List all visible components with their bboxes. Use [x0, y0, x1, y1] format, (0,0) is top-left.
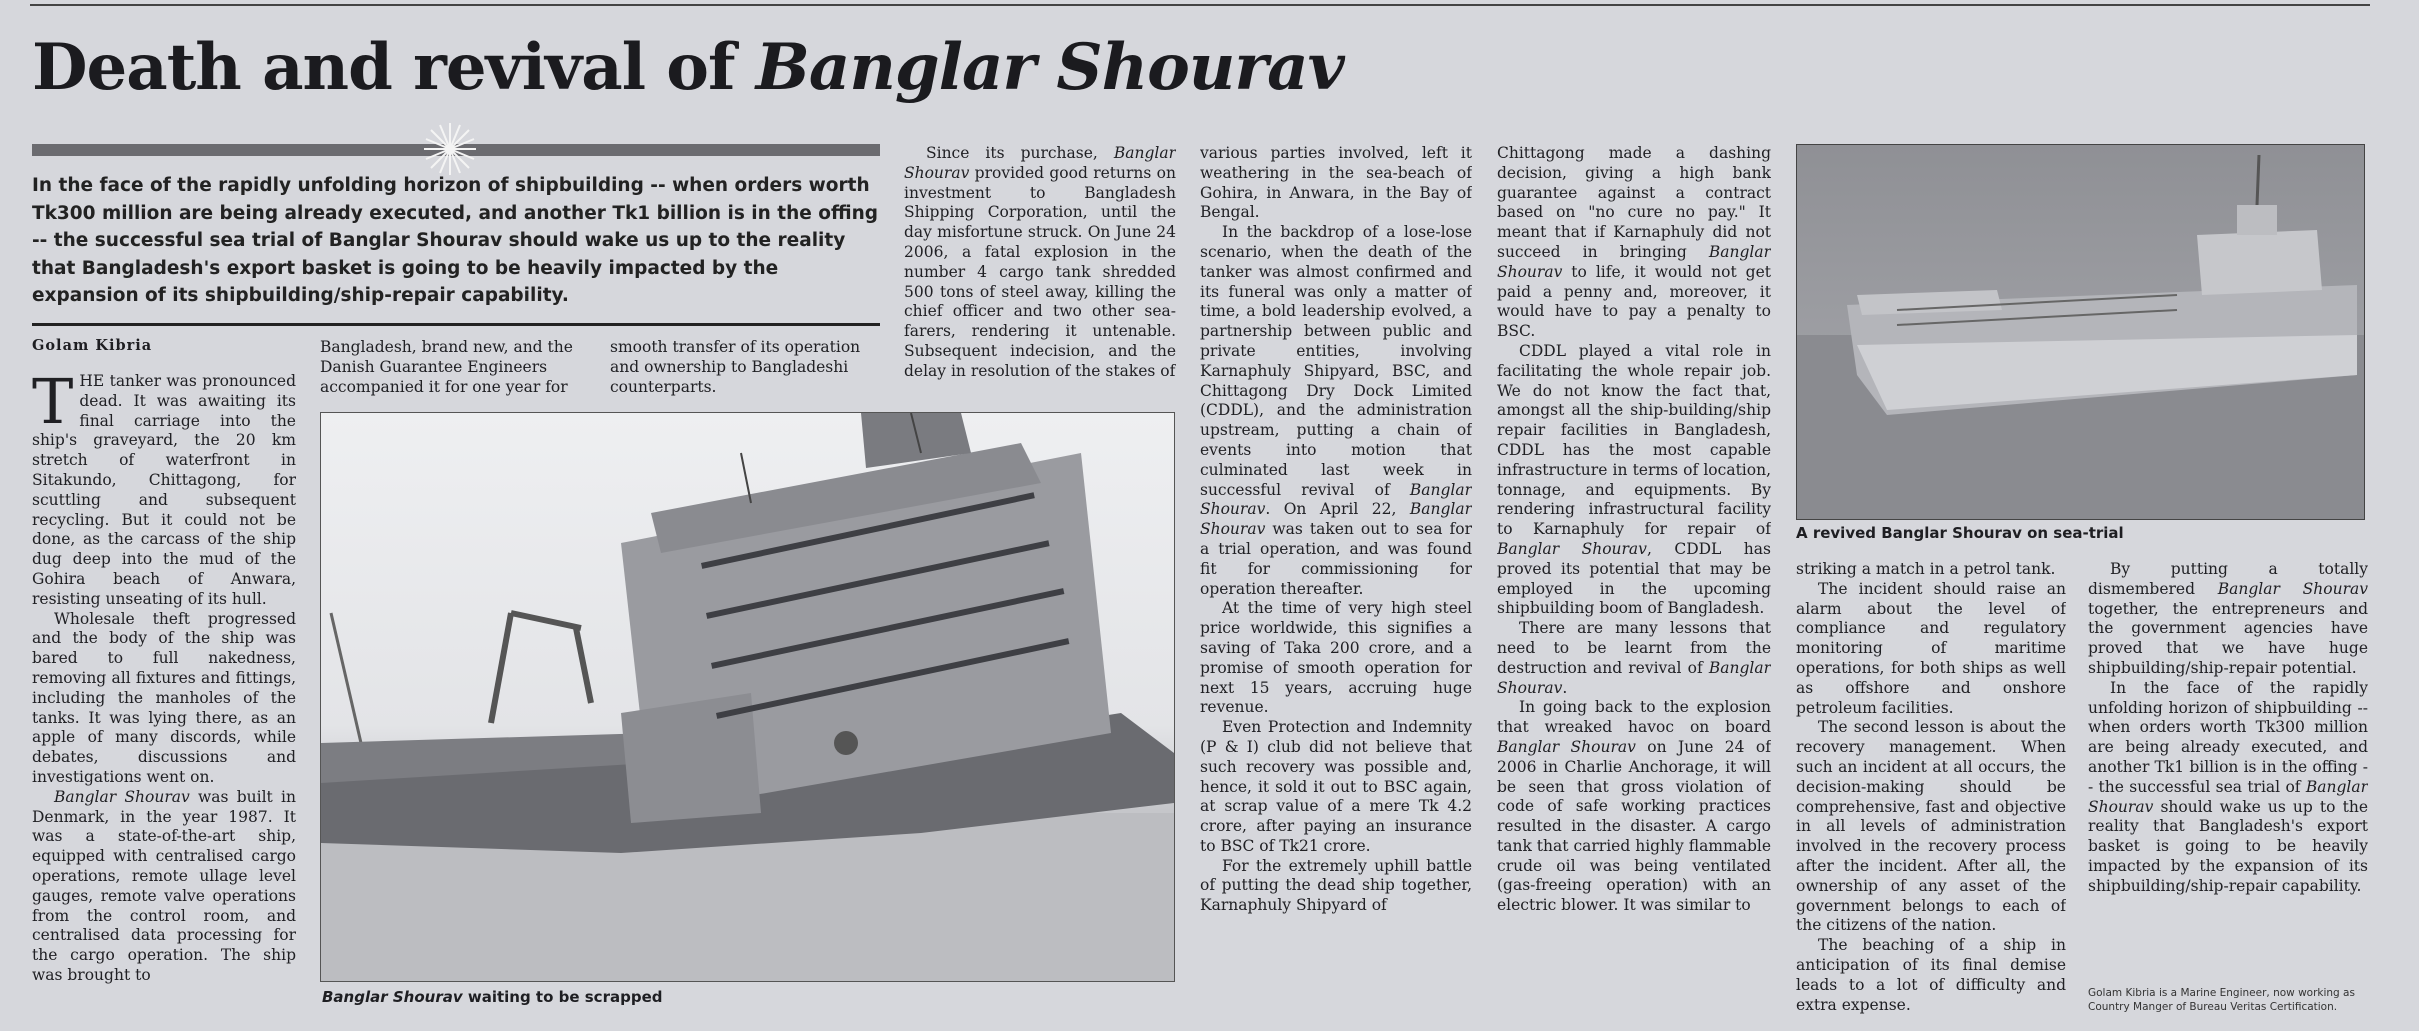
article-paragraph: striking a match in a petrol tank. — [1796, 560, 2056, 578]
paragraph-text: In going back to the explosion that wreaked havoc on board — [1497, 698, 1771, 737]
author-endnote: Golam Kibria is a Marine Engineer, now working as Country Manger of Bureau Veritas Certification. — [2088, 987, 2355, 1013]
paragraph-text: In the face of the rapidly unfolding horizon of shipbuilding -- when orders worth Tk300 million are being already executed, and another Tk1 billion is in the offing -- the successful sea trial of — [2088, 678, 2368, 796]
drop-cap: T — [32, 372, 74, 438]
article-paragraph — [1497, 698, 1771, 916]
article-paragraph: The beaching of a ship in anticipation of its final demise leads to a lot of difficulty and extra expense. — [1796, 936, 2066, 1014]
article-paragraph: The incident should raise an alarm about the level of compliance and regulatory monitoring of maritime operations, for both ships as well as offshore and onshore petroleum facilities. — [1796, 579, 2066, 717]
article-column-1 — [32, 372, 296, 1022]
article-paragraph: The second lesson is about the recovery management. When such an incident at all occurs, the decision-making should be comprehensive, fast and objective in all levels of administration involved in the recovery process after the incident. After all, the ownership of any asset of the government belongs to each of the citizens of the nation. — [1796, 718, 2066, 935]
paragraph-text: , CDDL has proved its potential that may be employed in the upcoming shipbuilding boom of Bangladesh. — [1497, 539, 1771, 618]
ship-wreck-illustration — [321, 413, 1174, 981]
photo-ship-scrapped — [320, 412, 1175, 982]
article-column-6 — [1497, 144, 1771, 1024]
caption-text: waiting to be scrapped — [462, 988, 663, 1006]
ship-name: Banglar Shourav — [1200, 480, 1472, 519]
article-paragraph — [2088, 560, 2368, 679]
deck-summary: In the face of the rapidly unfolding horizon of shipbuilding -- when orders worth Tk300 million are being already executed, and another Tk1 billion is in the offing -- the successful sea trial of Banglar Shourav should wake us up to the reality that Bangladesh's export basket is going to be heavily impacted by the expansion of its shipbuilding/ship-repair capability. — [32, 175, 879, 306]
ship-name: Banglar Shourav — [2088, 777, 2368, 816]
article-column-3-top — [610, 338, 882, 402]
ship-name: Banglar Shourav — [1497, 737, 1636, 756]
headline-plain: Death and revival of — [32, 30, 756, 105]
paragraph-text: By putting a totally dismembered — [2088, 560, 2368, 598]
paragraph-text: There are many lessons that need to be learnt from the destruction and revival of — [1497, 619, 1771, 677]
article-paragraph — [1497, 144, 1771, 342]
paragraph-text: . On April 22, — [1265, 500, 1410, 519]
article-paragraph: various parties involved, left it weathering in the sea-beach of Gohira, in Anwara, in the Bay of Bengal. — [1200, 144, 1472, 222]
ship-name: Banglar Shourav — [1497, 539, 1647, 558]
article-paragraph — [904, 144, 1176, 382]
article-paragraph — [1200, 223, 1472, 599]
article-paragraph — [1497, 619, 1771, 698]
paragraph-text: HE tanker was pronounced dead. It was awaiting its final carriage into the ship's graveyard, the 20 km stretch of waterfront in Sitakundo, Chittagong, for scuttling and subsequent recycling. But it could not be done, as the carcass of the ship dug deep into the mud of the Gohira beach of Anwara, resisting unseating of its hull. — [32, 372, 296, 608]
paragraph-text: . — [1562, 678, 1568, 697]
article-column-4 — [904, 144, 1176, 406]
article-paragraph — [32, 788, 296, 986]
ship-sea-trial-illustration — [1797, 145, 2364, 519]
paragraph-text: Chittagong made a dashing decision, giving a high bank guarantee against a contract based on "no cure no pay." It meant that if Karnaphuly did not succeed in bringing — [1497, 144, 1771, 261]
article-column-5 — [1200, 144, 1472, 1024]
article-paragraph — [32, 372, 296, 610]
paragraph-text: on June 24 of 2006 in Charlie Anchorage, it will be seen that gross violation of code of safe working practices resulted in the disaster. A cargo tank that carried highly flammable crude oil was being ventilated (gas-freeing operation) with an electric blower. It was similar to — [1497, 737, 1771, 915]
ship-name: Banglar Shourav — [1497, 242, 1771, 281]
top-rule — [30, 4, 2370, 6]
article-paragraph: Bangladesh, brand new, and the Danish Guarantee Engineers accompanied it for one year for — [320, 338, 573, 396]
article-column-2-top — [320, 338, 588, 402]
article-paragraph: For the extremely uphill battle of putting the dead ship together, Karnaphuly Shipyard of — [1200, 856, 1472, 915]
article-paragraph: At the time of very high steel price worldwide, this signifies a saving of Taka 200 crore, and a promise of smooth operation for next 15 years, accruing huge revenue. — [1200, 599, 1472, 717]
byline: Golam Kibria — [32, 337, 153, 354]
article-paragraph — [1497, 342, 1771, 619]
paragraph-text: should wake us up to the reality that Bangladesh's export basket is going to be heavily impacted by the expansion of its shipbuilding/ship-repair capability. — [2088, 797, 2368, 895]
article-paragraph: smooth transfer of its operation and ownership to Bangladeshi counterparts. — [610, 338, 861, 396]
article-column-7 — [1796, 560, 2066, 1024]
ship-name: Banglar Shourav — [1497, 658, 1771, 697]
ship-name: Banglar Shourav — [54, 787, 190, 806]
star-burst-icon — [422, 121, 478, 177]
photo1-caption — [322, 988, 662, 1006]
headline — [32, 30, 1344, 105]
ship-name: Banglar Shourav — [904, 144, 1176, 182]
article-paragraph — [2088, 679, 2368, 897]
caption-ship-name: Banglar Shourav — [322, 988, 463, 1006]
paragraph-text: CDDL played a vital role in facilitating the whole repair job. We do not know the fact that, amongst all the ship-building/ship repair facilities in Bangladesh, CDDL has the most capable infrastructure in terms of location, tonnage, and equipments. By rendering infrastructural facility to Karnaphuly for repair of — [1497, 341, 1771, 539]
paragraph-text: was built in Denmark, in the year 1987. It was a state-of-the-art ship, equipped with centralised cargo operations, remote ullage level gauges, remote valve operations from the control room, and centralised data processing for the cargo operation. The ship was brought to — [32, 787, 296, 984]
article-paragraph: Even Protection and Indemnity (P & I) club did not believe that such recovery was possible and, hence, it sold it out to BSC again, at scrap value of a mere Tk 4.2 crore, after paying an insurance to BSC of Tk21 crore. — [1200, 718, 1472, 855]
ship-name: Banglar Shourav — [2217, 579, 2368, 598]
paragraph-text: Since its purchase, — [926, 144, 1114, 162]
deck-rule — [32, 323, 880, 326]
paragraph-text: In the backdrop of a lose-lose scenario, when the death of the tanker was almost confirmed and its funeral was only a matter of time, a bold leadership evolved, a partnership between public and private entities, involving Karnaphuly Shipyard, BSC, and Chittagong Dry Dock Limited (CDDL), and the administration upstream, putting a chain of events into motion that culminated last week in successful revival of — [1200, 223, 1472, 499]
paragraph-text: was taken out to sea for a trial operation, and was found fit for commissioning for operation thereafter. — [1200, 520, 1472, 598]
article-column-8 — [2088, 560, 2368, 980]
paragraph-text: to life, it would not get paid a penny and, moreover, it would have to pay a penalty to BSC. — [1497, 262, 1771, 341]
article-paragraph: Wholesale theft progressed and the body of the ship was bared to full nakedness, removing all fixtures and fittings, including the manholes of the tanks. It was lying there, as an apple of many discords, while debates, discussions and investigations went on. — [32, 609, 296, 786]
ship-name: Banglar Shourav — [1200, 500, 1472, 539]
photo2-caption: A revived Banglar Shourav on sea-trial — [1796, 524, 2124, 542]
headline-italic: Banglar Shourav — [755, 30, 1344, 105]
photo-ship-sea-trial — [1796, 144, 2365, 520]
paragraph-text: together, the entrepreneurs and the government agencies have proved that we have huge shipbuilding/ship-repair potential. — [2088, 599, 2368, 677]
paragraph-text: provided good returns on investment to Bangladesh Shipping Corporation, until the day misfortune struck. On June 24 2006, a fatal explosion in the number 4 cargo tank shredded 500 tons of steel away, killing the chief officer and two other sea-farers, rendering it untenable. Subsequent indecision, and the delay in resolution of the stakes of — [904, 163, 1176, 380]
